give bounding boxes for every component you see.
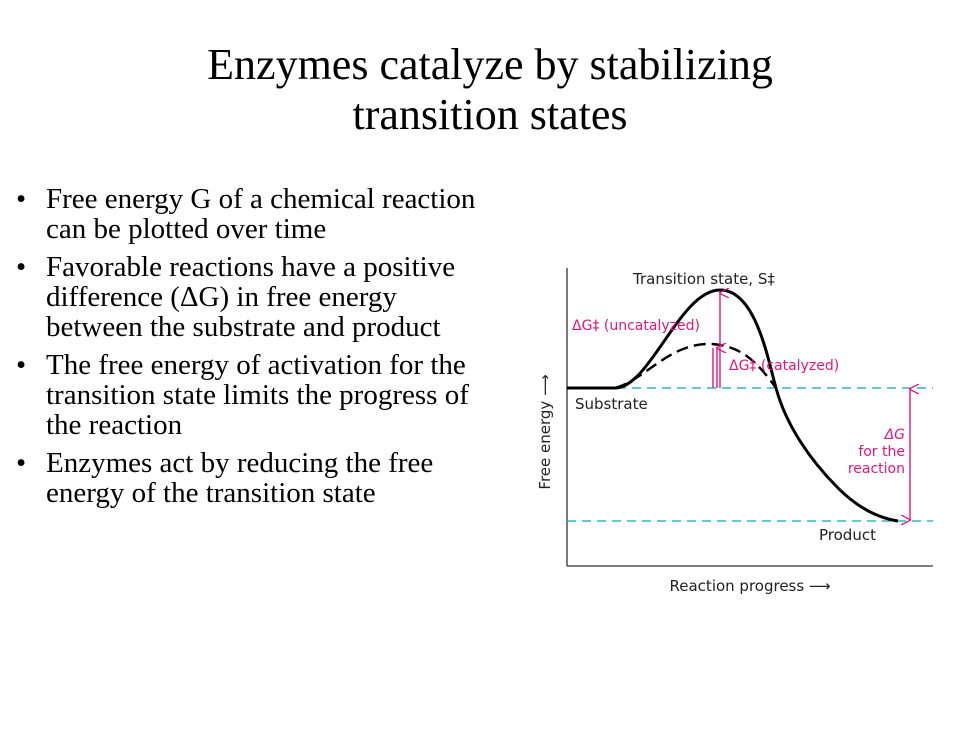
product-label: Product <box>819 526 876 544</box>
bullet-glyph: • <box>16 183 27 215</box>
slide-title-line-2: transition states <box>352 90 628 139</box>
bullet-text: Free energy G of a chemical reaction can be plotted over time <box>46 183 476 245</box>
bullet-text: Favorable reactions have a positive difference (ΔG) in free energy between the substrate and product <box>46 251 456 343</box>
dg-uncatalyzed-label: ΔG‡ (uncatalyzed) <box>572 318 700 334</box>
bullet-glyph: • <box>16 251 27 283</box>
y-axis-label: Free energy ⟶ <box>536 374 554 490</box>
dg-reaction-label-3: reaction <box>847 461 905 477</box>
transition-state-label: Transition state, S‡ <box>633 270 775 288</box>
substrate-label: Substrate <box>575 395 648 413</box>
bullet-item <box>16 183 490 245</box>
bullet-text: Enzymes act by reducing the free energy of the transition state <box>46 447 434 509</box>
bullet-item <box>16 251 490 343</box>
slide-title <box>90 40 890 140</box>
bullet-item <box>16 349 490 441</box>
x-axis-label: Reaction progress ⟶ <box>669 577 831 595</box>
dg-catalyzed-label: ΔG‡ (catalyzed) <box>729 358 840 374</box>
bullet-glyph: • <box>16 447 27 479</box>
dg-reaction-label-2: for the <box>858 444 905 460</box>
dg-reaction-label-1: ΔG <box>884 427 905 443</box>
bullet-glyph: • <box>16 349 27 381</box>
bullet-text: The free energy of activation for the transition state limits the progress of the reaction <box>46 349 469 441</box>
bullet-list <box>16 183 490 516</box>
energy-diagram <box>520 260 940 605</box>
slide-title-line-1: Enzymes catalyze by stabilizing <box>207 40 773 89</box>
bullet-item <box>16 447 490 509</box>
